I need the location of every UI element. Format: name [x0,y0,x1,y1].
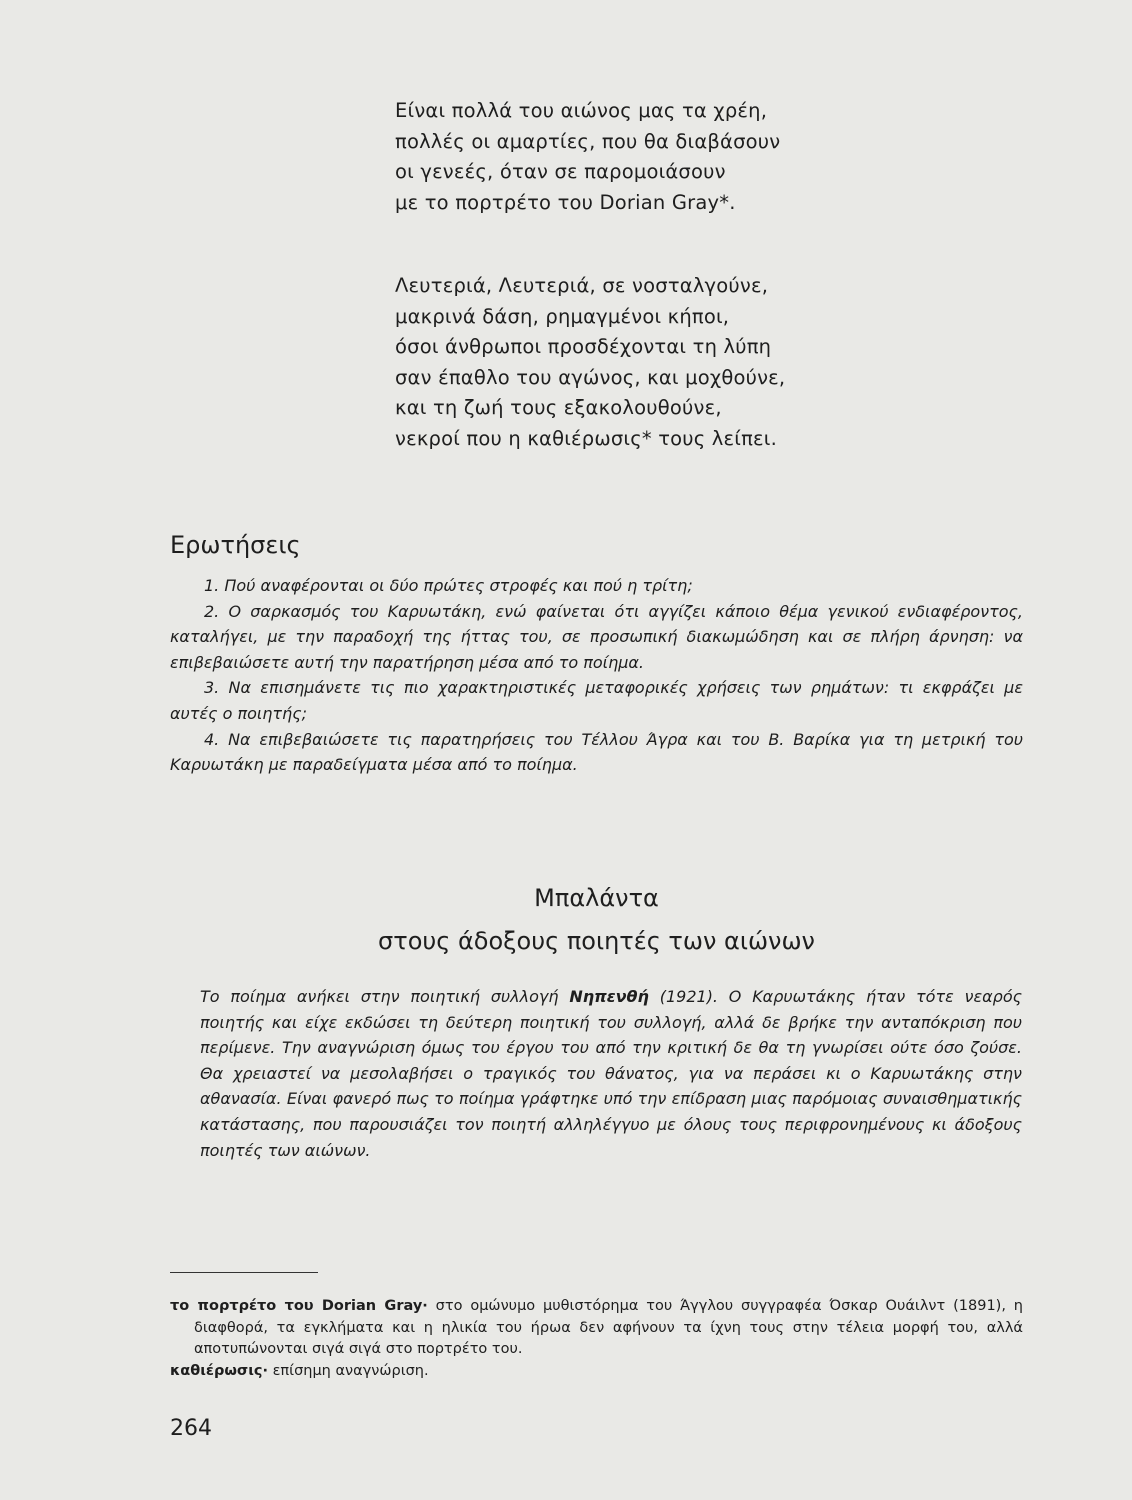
intro-text-rest: (1921). Ο Καρυωτάκης ήταν τότε νεαρός ποιητής και είχε εκδώσει τη δεύτερη ποιητική του συλλογή, αλλά δε βρήκε την ανταπόκριση που περίμενε. Την αναγνώριση όμως του έργου του από την κριτική δε θα τη γνωρίσει ούτε όσο ζούσε. Θα χρειαστεί να μεσολαβήσει ο τραγικός του θάνατος, για να περάσει κι ο Καρυωτάκης στην αθανασία. Είναι φανερό πως το ποίημα γράφτηκε υπό την επίδραση μιας παρόμοιας συναισθηματικής κατάστασης, που παρουσιάζει τον ποιητή αλληλέγγυο με όλους τους περιφρονημένους κι άδοξους ποιητές των αιώνων. [200,987,1022,1160]
footnote-term: το πορτρέτο του Dorian Gray· [170,1298,428,1314]
verse-line: μακρινά δάση, ρημαγμένοι κήποι, [395,304,730,328]
verse-line: και τη ζωή τους εξακολουθούνε, [395,396,722,419]
page-number: 264 [170,1416,212,1441]
footnote-text: επίσημη αναγνώριση. [267,1362,429,1379]
footnote-item [170,1296,1023,1361]
footnote-item [170,1361,1023,1383]
question-item: 3. Να επισημάνετε τις πιο χαρακτηριστικές μεταφορικές χρήσεις των ρημάτων: τι εκφράζει με αυτές ο ποιητής; [170,678,1023,723]
poem-stanza-2 [395,271,785,454]
verse-line: με το πορτρέτο του Dorian Gray*. [395,190,736,214]
question-item: 2. Ο σαρκασμός του Καρυωτάκη, ενώ φαίνεται ότι αγγίζει κάποιο θέμα γενικού ενδιαφέροντος, καταλήγει, με την παραδοχή της ήττας του, σε προσωπική διακωμώδηση και σε πλήρη άρνηση: να επιβεβαιώσετε αυτή την παρατήρηση μέσα από το ποίημα. [170,601,1023,672]
verse-line: νεκροί που η καθιέρωσις* τους λείπει. [395,426,777,450]
questions-heading: Ερωτήσεις [170,531,301,559]
intro-text-start: Το ποίημα ανήκει στην ποιητική συλλογή [200,987,570,1006]
poem-stanza-1 [395,96,780,218]
verse-line: Λευτεριά, Λευτεριά, σε νοσταλγούνε, [395,274,769,297]
verse-line: Είναι πολλά του αιώνος μας τα χρέη, [395,99,768,122]
footnote-term: καθιέρωσις· [170,1362,268,1379]
verse-line: όσοι άνθρωποι προσδέχονται τη λύπη [395,335,772,358]
poem-subtitle: στους άδοξους ποιητές των αιώνων [378,927,815,955]
footnotes [170,1296,1023,1382]
verse-line: σαν έπαθλο του αγώνος, και μοχθούνε, [395,365,786,389]
footnote-text: στο ομώνυμο μυθιστόρημα του Άγγλου συγγραφέα Όσκαρ Ουάιλντ (1891), η διαφθορά, τα εγκλήματα και η ηλικία του ήρωα δεν αφήνουν τα ίχνη τους στην τέλεια μορφή του, αλλά αποτυπώνονται σιγά σιγά στο πορτρέτο του. [194,1298,1023,1357]
question-item: 4. Να επιβεβαιώσετε τις παρατηρήσεις του Τέλλου Άγρα και του Β. Βαρίκα για τη μετρική του Καρυωτάκη με παραδείγματα μέσα από το ποίημα. [170,729,1023,775]
footnote-divider [170,1272,318,1273]
poem-introduction [200,984,1022,1163]
poem-title: Μπαλάντα [534,884,659,912]
verse-line: πολλές οι αμαρτίες, που θα διαβάσουν [395,129,781,153]
verse-line: οι γενεές, όταν σε παρομοιάσουν [395,160,726,183]
collection-name: Νηπενθή [569,987,649,1006]
question-item: 1. Πού αναφέρονται οι δύο πρώτες στροφές και πού η τρίτη; [204,576,693,595]
questions-list [170,573,1023,778]
